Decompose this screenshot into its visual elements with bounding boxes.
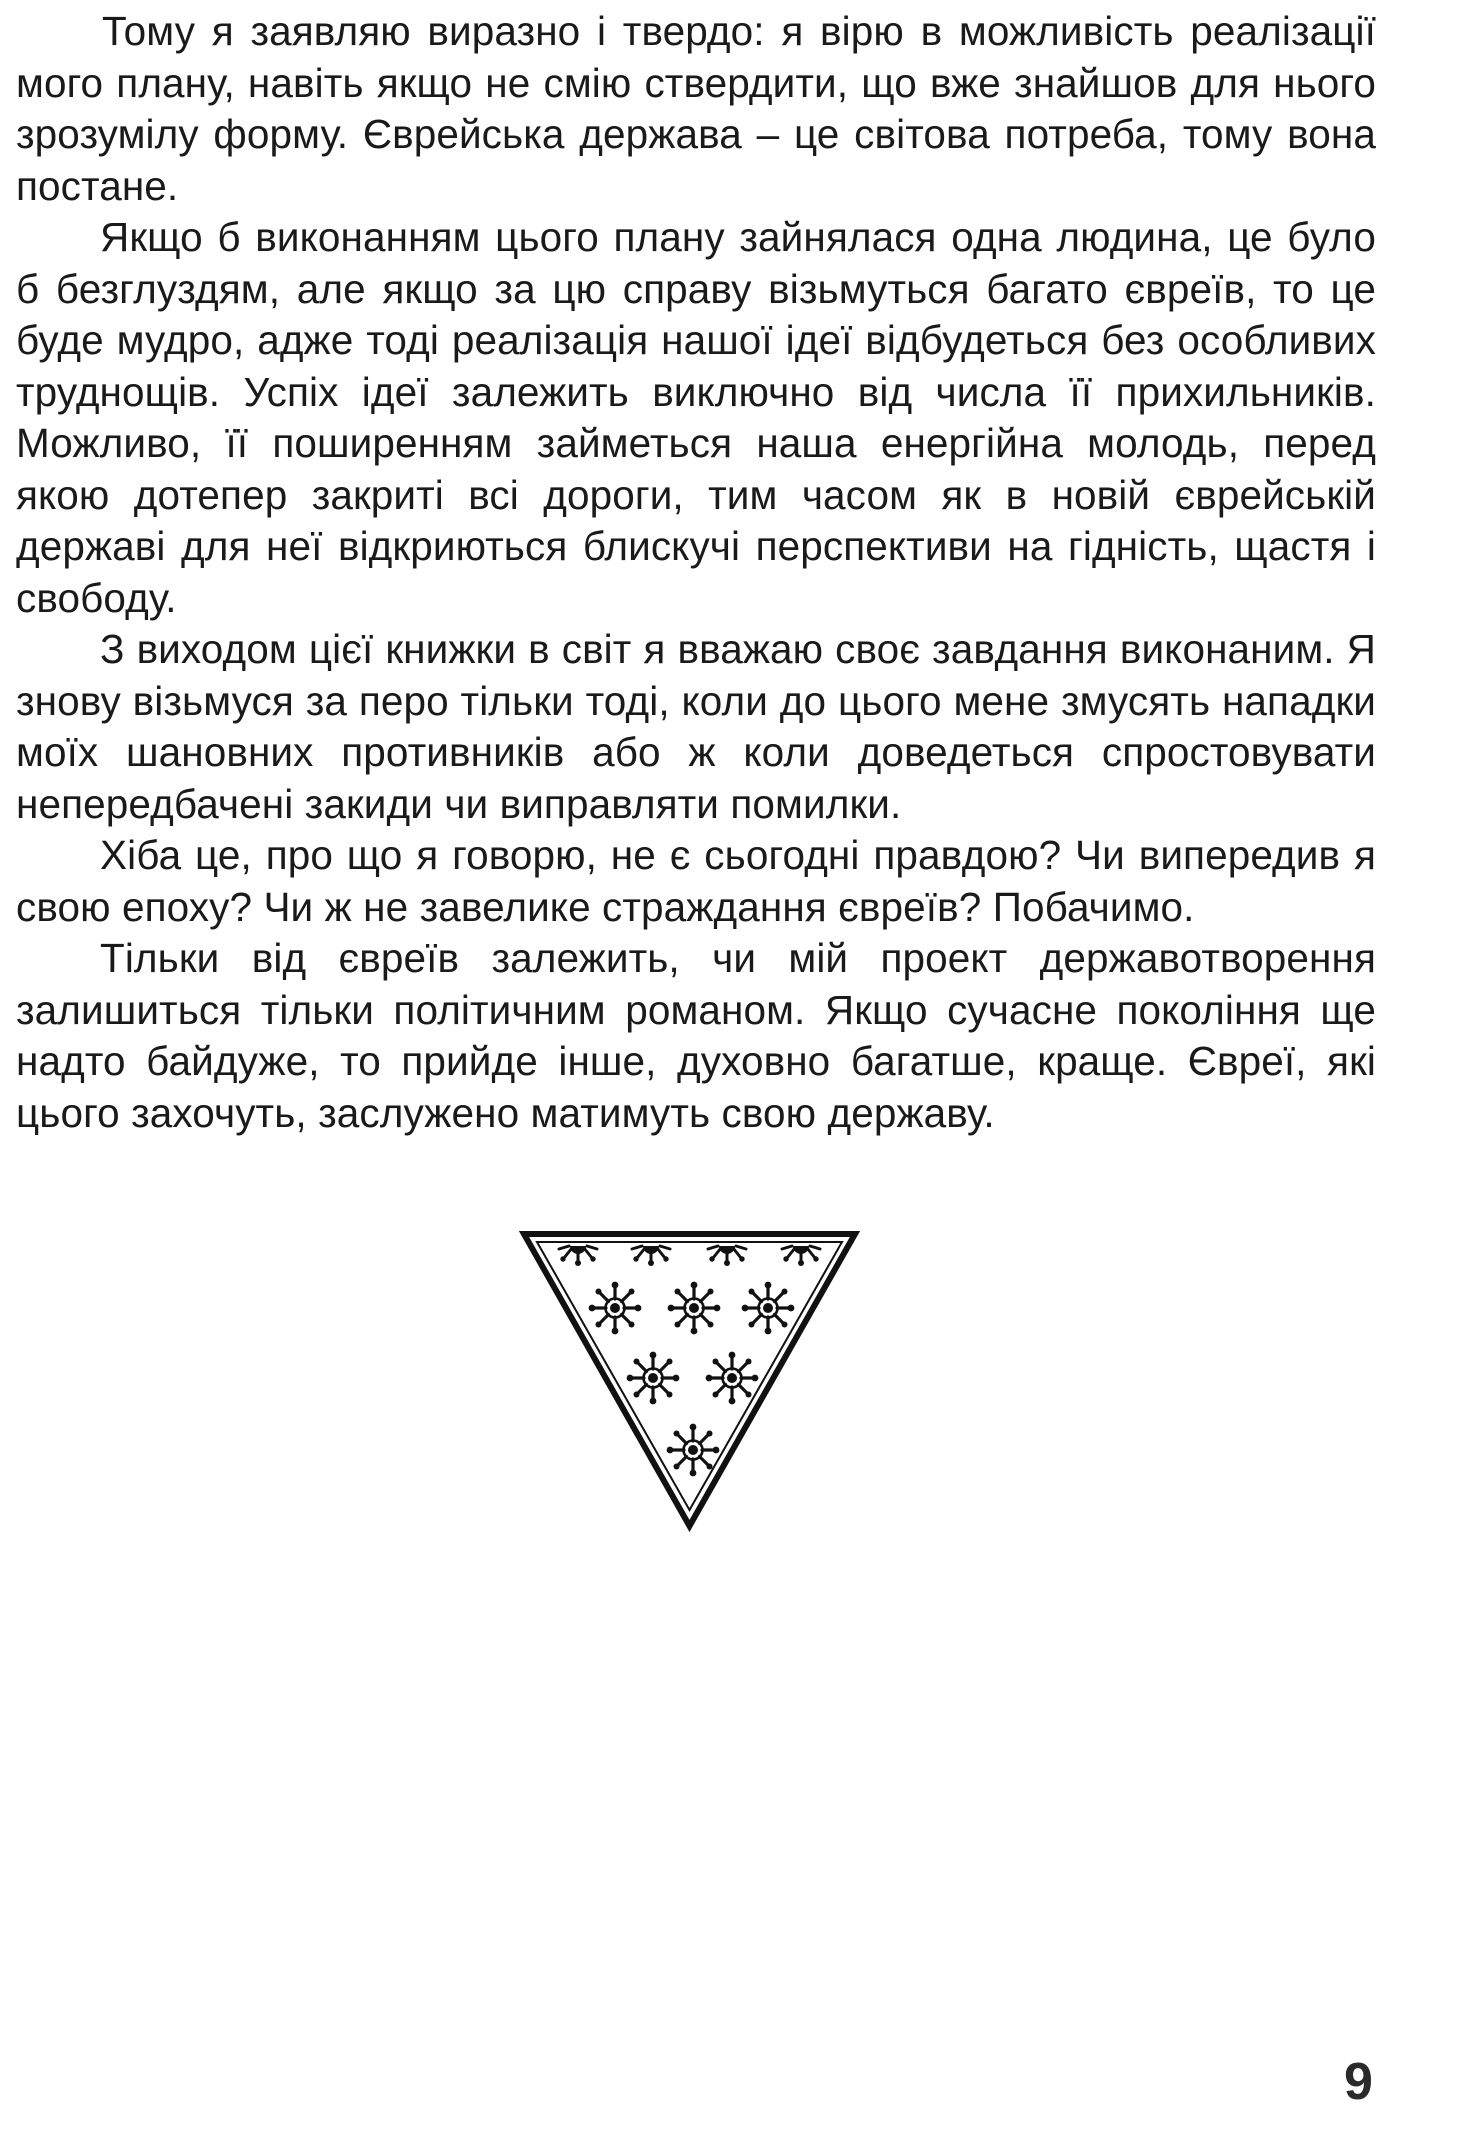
page-number: 9 — [1344, 2053, 1373, 2111]
body-text — [16, 6, 1376, 1139]
paragraph-2: Якщо б виконанням цього плану зайнялася одна людина, це було б безглуздям, але якщо за цю справу візьмуться багато євреїв, то це буде мудро, адже тоді реалізація нашої ідеї відбудеться без особливих труднощів. Успіх ідеї залежить виключно від числа її прихильників. Можливо, її поширенням займеться наша енергійна молодь, перед якою дотепер закриті всі дороги, тим часом як в новій єврейській державі для неї відкриються блискучі перспективи на гідність, щастя і свободу. — [16, 214, 1376, 621]
paragraph-1: Тому я заявляю виразно і твердо: я вірю в можливість реалізації мого плану, навіть якщо не смію ствердити, що вже знайшов для нього зрозумілу форму. Єврейська держава – це світова потреба, тому вона постане. — [16, 8, 1376, 209]
paragraph-4: Хіба це, про що я говорю, не є сьогодні правдою? Чи випередив я свою епоху? Чи ж не завелике страждання євреїв? Побачимо. — [16, 832, 1376, 930]
paragraph-5: Тільки від євреїв залежить, чи мій проект державотворення залишиться тільки політичним романом. Якщо сучасне покоління ще надто байдуже, то прийде інше, духовно багатше, краще. Євреї, які цього захочуть, заслужено матимуть свою державу. — [16, 935, 1376, 1136]
triangle-floral-ornament-icon — [519, 1228, 860, 1534]
paragraph-3: З виходом цієї книжки в світ я вважаю своє завдання виконаним. Я знову візьмуся за перо тільки тоді, коли до цього мене змусять нападки моїх шановних противників або ж коли доведеться спростовувати непередбачені закиди чи виправляти помилки. — [16, 626, 1376, 827]
